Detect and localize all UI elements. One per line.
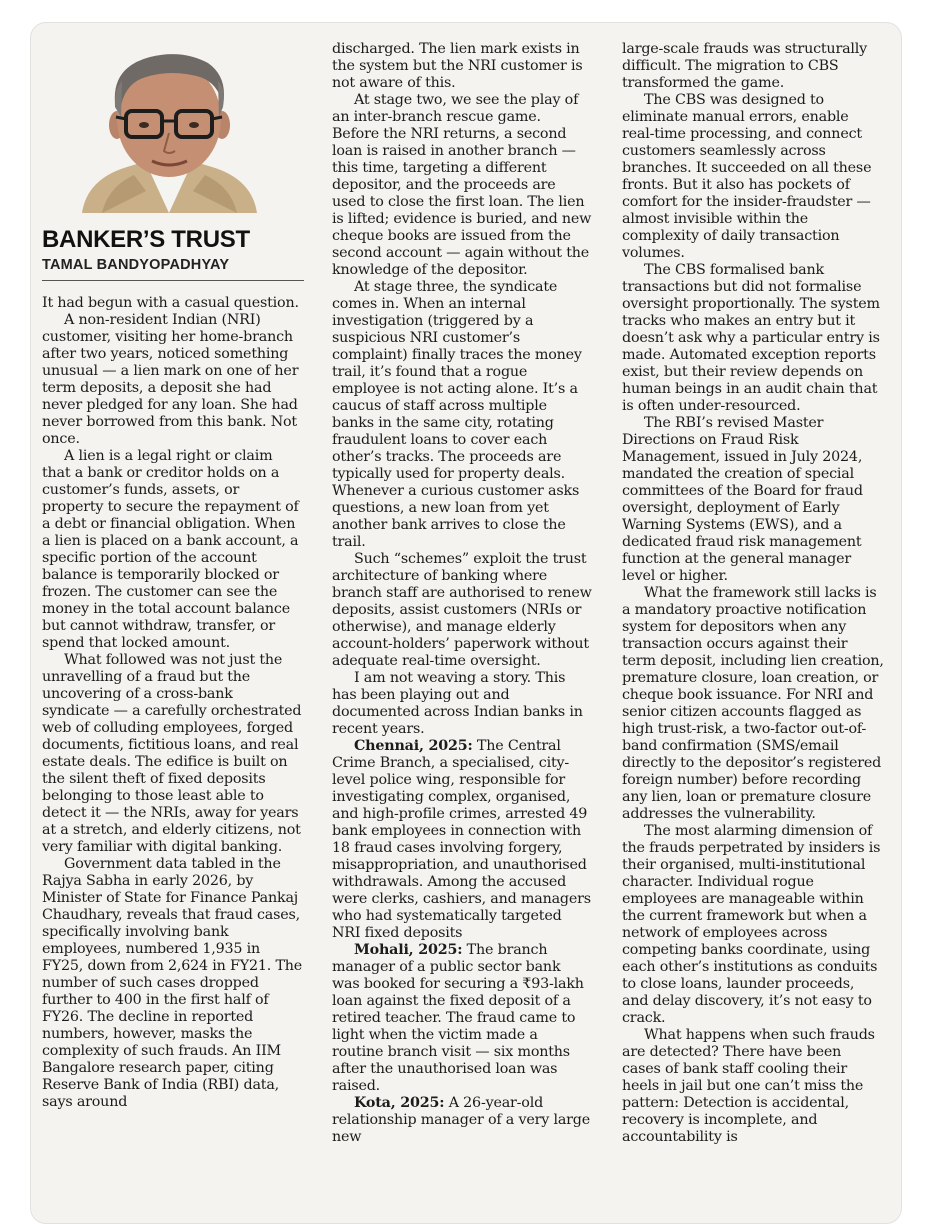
author-portrait — [42, 41, 292, 213]
paragraph: The CBS formalised bank transactions but did not formalise oversight proportionally. The system tracks who makes an entry but it doesn’t ask why a particular entry is made. Automated exception reports exist, but their review depends on human beings in an audit chain that is often under-resourced. — [622, 262, 880, 414]
paragraph: I am not weaving a story. This has been playing out and documented across Indian banks in recent years. — [332, 670, 583, 737]
paragraph: The CBS was designed to eliminate manual errors, enable real-time processing, and connect customers seamlessly across branches. It succeeded on all these fronts. But it also has pockets of comfort for the insider-fraudster — almost invisible within the complexity of daily transaction volumes. — [622, 92, 872, 261]
paragraph: Government data tabled in the Rajya Sabha in early 2026, by Minister of State for Finance Pankaj Chaudhary, reveals that fraud cases, specifically involving bank employees, numbered 1,935 in FY25, down from 2,624 in FY21. The number of such cases dropped further to 400 in the first half of FY26. The decline in reported numbers, however, masks the complexity of such frauds. An IIM Bangalore research paper, citing Reserve Bank of India (RBI) data, says around — [42, 856, 303, 1110]
paragraph: large-scale frauds was structurally difficult. The migration to CBS transformed the game. — [622, 41, 868, 91]
column-3 — [622, 41, 884, 1146]
case-paragraph — [332, 738, 592, 942]
paragraph: At stage three, the syndicate comes in. When an internal investigation (triggered by a suspicious NRI customer’s complaint) finally traces the money trail, it’s found that a rogue employee is not acting alone. It’s a caucus of staff across multiple banks in the same city, rotating fraudulent loans to cover each other’s tracks. The proceeds are typically used for property deals. Whenever a curious customer asks questions, a new loan from yet another bank arrives to close the trail. — [332, 279, 582, 550]
paragraph: discharged. The lien mark exists in the system but the NRI customer is not aware of this. — [332, 41, 583, 91]
byline — [42, 227, 304, 281]
paragraph: At stage two, we see the play of an inter-branch rescue game. Before the NRI returns, a second loan is raised in another branch — this time, targeting a different depositor, and the proceeds are used to close the first loan. The lien is lifted; evidence is buried, and new cheque books are issued from the second account — again without the knowledge of the depositor. — [332, 92, 592, 278]
case-lead: Kota, 2025: — [354, 1095, 445, 1111]
paragraph: What happens when such frauds are detected? There have been cases of bank staff cooling their heels in jail but one can’t miss the pattern: Detection is accidental, recovery is incomplete, and accountability is — [622, 1027, 875, 1145]
case-text: The Central Crime Branch, a specialised, city-level police wing, responsible for investigating complex, organised, and high-profile crimes, arrested 49 bank employees in connection with 18 fraud cases involving forgery, misappropriation, and unauthorised withdrawals. Among the accused were clerks, cashiers, and managers who had systematically targeted NRI fixed deposits — [332, 738, 591, 941]
paragraph: What followed was not just the unravelling of a fraud but the uncovering of a cross-bank syndicate — a carefully orchestrated web of colluding employees, forged documents, fictitious loans, and real estate deals. The edifice is built on the silent theft of fixed deposits belonging to those least able to detect it — the NRIs, away for years at a stretch, and elderly citizens, not very familiar with digital banking. — [42, 652, 302, 855]
paragraph: The RBI’s revised Master Directions on Fraud Risk Management, issued in July 2024, mandated the creation of special committees of the Board for fraud oversight, deployment of Early Warning Systems (EWS), and a dedicated fraud risk management function at the general manager level or higher. — [622, 415, 863, 584]
column-title: BANKER’S TRUST — [42, 226, 250, 253]
paragraph: A non-resident Indian (NRI) customer, visiting her home-branch after two years, noticed something unusual — a lien mark on one of her term deposits, a deposit she had never pledged for any loan. She had never borrowed from this bank. Not once. — [42, 312, 299, 447]
column-2 — [332, 41, 592, 1146]
article-card — [30, 22, 902, 1224]
paragraph: A lien is a legal right or claim that a bank or creditor holds on a customer’s funds, assets, or property to secure the repayment of a debt or financial obligation. When a lien is placed on a bank account, a specific portion of the account balance is temporarily blocked or frozen. The customer can see the money in the total account balance but cannot withdraw, transfer, or spend that locked amount. — [42, 448, 299, 651]
case-text: A 26-year-old relationship manager of a very large new — [332, 1095, 590, 1145]
case-lead: Chennai, 2025: — [354, 738, 473, 754]
case-paragraph — [332, 1095, 592, 1146]
case-text: The branch manager of a public sector bank was booked for securing a ₹93-lakh loan against the fixed deposit of a retired teacher. The fraud came to light when the victim made a routine branch visit — six months after the unauthorised loan was raised. — [332, 942, 584, 1094]
paragraph: What the framework still lacks is a mandatory proactive notification system for depositors when any transaction occurs against their term deposit, including lien creation, premature closure, loan creation, or cheque book issuance. For NRI and senior citizen accounts flagged as high trust-risk, a two-factor out-of-band confirmation (SMS/email directly to the depositor’s registered foreign number) before recording any lien, loan or premature closure addresses the vulnerability. — [622, 585, 884, 822]
paragraph: The most alarming dimension of the frauds perpetrated by insiders is their organised, multi-institutional character. Individual rogue employees are manageable within the current framework but when a network of employees across competing banks coordinate, using each other’s institutions as conduits to close loans, launder proceeds, and delay discovery, it’s not easy to crack. — [622, 823, 881, 1026]
paragraph: It had begun with a casual question. — [42, 295, 299, 311]
column-1 — [42, 23, 304, 1111]
case-paragraph — [332, 942, 592, 1095]
case-lead: Mohali, 2025: — [354, 942, 463, 958]
author-name: TAMAL BANDYOPADHYAY — [42, 257, 230, 273]
paragraph: Such “schemes” exploit the trust architecture of banking where branch staff are authorised to renew deposits, assist customers (NRIs or otherwise), and manage elderly account-holders’ paperwork without adequate real-time oversight. — [332, 551, 592, 669]
